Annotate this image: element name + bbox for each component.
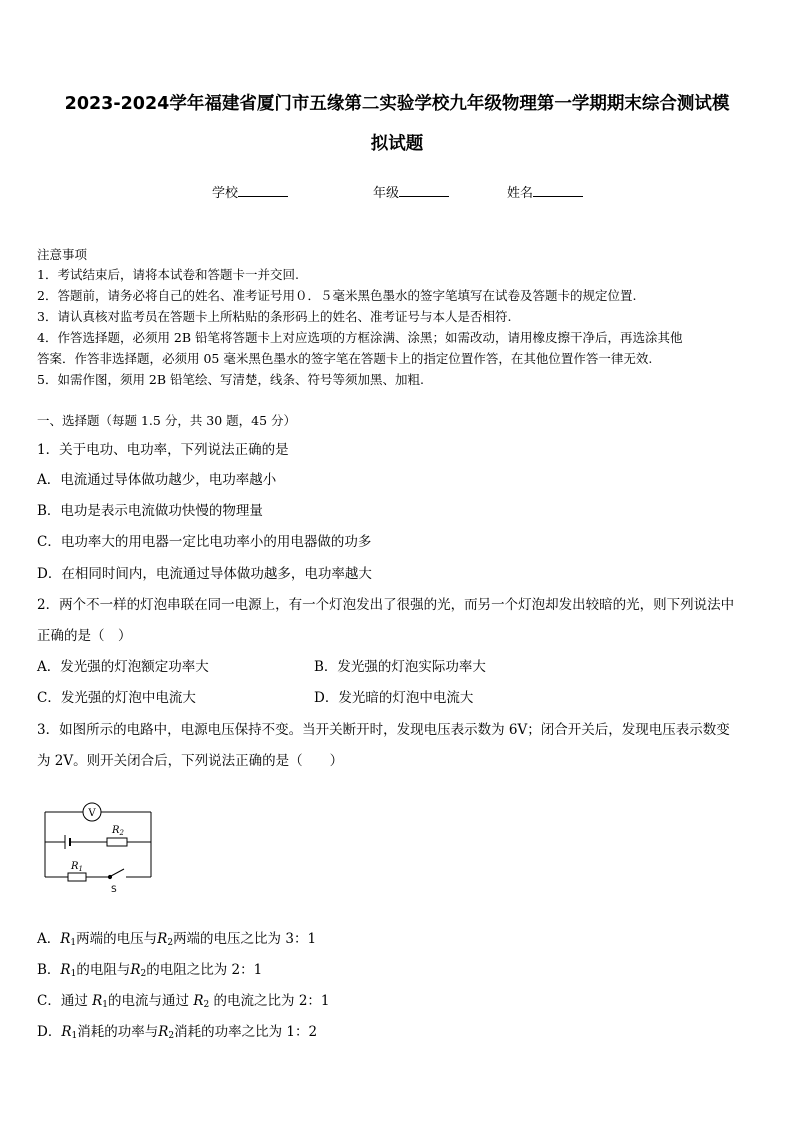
school-label: 学校	[212, 186, 239, 201]
q3-option-a: A．$R_1$两端的电压与$R_2$两端的电压之比为 3：1	[37, 931, 317, 948]
q1-option-a: A．电流通过导体做功越少，电功率越小	[37, 472, 277, 488]
q1-option-c: C．电功率大的用电器一定比电功率小的用电器做的功多	[37, 534, 372, 550]
q3-stem-continued: 为 2V。则开关闭合后，下列说法正确的是（ ）	[37, 753, 344, 769]
q2-stem-continued: 正确的是（ ）	[37, 628, 132, 644]
switch-label: S	[111, 885, 117, 895]
school-blank	[238, 183, 288, 197]
notice-item: 3．请认真核对监考员在答题卡上所粘贴的条形码上的姓名、准考证号与本人是否相符.	[37, 309, 512, 324]
page-title: 2023-2024学年福建省厦门市五缘第二实验学校九年级物理第一学期期末综合测试模	[64, 94, 730, 114]
voltmeter-label: V	[88, 808, 96, 819]
r1-label: $R_1$	[71, 861, 83, 873]
student-info-row	[0, 182, 794, 202]
q2-option-a: A．发光强的灯泡额定功率大	[37, 659, 209, 675]
circuit-diagram	[36, 790, 166, 900]
switch-blade	[111, 869, 124, 876]
notice-item: 5．如需作图，须用 2B 铅笔绘、写清楚，线条、符号等须加黑、加粗.	[37, 372, 425, 387]
q3-option-c: C．通过 $R_1$的电流与通过 $R_2$ 的电流之比为 2：1	[37, 993, 330, 1010]
q2-stem: 2．两个不一样的灯泡串联在同一电源上，有一个灯泡发出了很强的光，而另一个灯泡却发出较暗的光，则下列说法中	[37, 597, 735, 613]
notice-heading: 注意事项	[37, 247, 88, 262]
section-heading: 一、选择题（每题 1.5 分，共 30 题，45 分）	[37, 413, 297, 428]
page-title-continued: 拟试题	[370, 134, 424, 154]
r2-label: $R_2$	[112, 825, 124, 837]
school-field	[212, 182, 288, 201]
notice-item: 4．作答选择题，必须用 2B 铅笔将答题卡上对应选项的方框涂满、涂黑；如需改动，请用橡皮擦干净后，再选涂其他	[37, 330, 683, 345]
q2-option-d: D．发光暗的灯泡中电流大	[314, 690, 474, 706]
notice-item: 2．答题前，请务必将自己的姓名、准考证号用０．５毫米黑色墨水的签字笔填写在试卷及答题卡的规定位置.	[37, 288, 637, 303]
resistor-r1-symbol	[68, 873, 86, 881]
q3-option-d: D．$R_1$消耗的功率与$R_2$消耗的功率之比为 1：2	[37, 1024, 318, 1041]
grade-blank	[399, 183, 449, 197]
grade-field	[373, 182, 449, 201]
resistor-r2-symbol	[107, 838, 127, 846]
q3-stem: 3．如图所示的电路中，电源电压保持不变。当开关断开时，发现电压表示数为 6V；闭合开关后，发现电压表示数变	[37, 722, 730, 738]
q1-option-b: B．电功是表示电流做功快慢的物理量	[37, 503, 263, 519]
q2-option-c: C．发光强的灯泡中电流大	[37, 690, 196, 706]
q3-option-b: B．$R_1$的电阻与$R_2$的电阻之比为 2：1	[37, 962, 263, 979]
name-label: 姓名	[507, 186, 534, 201]
grade-label: 年级	[373, 186, 400, 201]
notice-item: 答案．作答非选择题，必须用 05 毫米黑色墨水的签字笔在答题卡上的指定位置作答，在其他位置作答一律无效.	[37, 351, 653, 366]
name-blank	[533, 183, 583, 197]
q1-option-d: D．在相同时间内，电流通过导体做功越多，电功率越大	[37, 566, 372, 582]
notice-item: 1．考试结束后，请将本试卷和答题卡一并交回.	[37, 267, 299, 282]
name-field	[507, 182, 583, 201]
q1-stem: 1．关于电功、电功率，下列说法正确的是	[37, 442, 289, 458]
q2-option-b: B．发光强的灯泡实际功率大	[314, 659, 486, 675]
